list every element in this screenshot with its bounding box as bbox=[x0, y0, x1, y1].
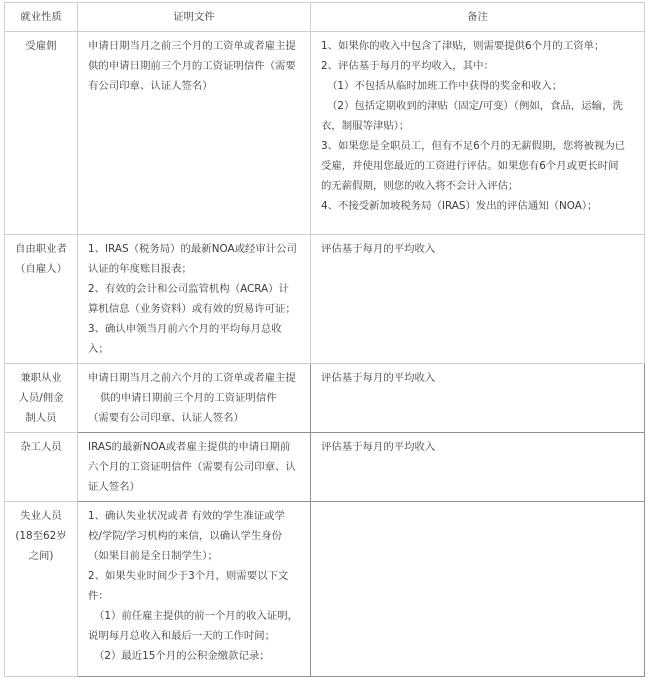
doc-line: 申请日期当月之前三个月的工资单或者雇主提 bbox=[88, 40, 296, 52]
doc-line: 件： bbox=[88, 590, 109, 602]
documents-cell bbox=[78, 433, 311, 502]
doc-line: IRAS的最新NOA或者雇主提供的申请日期前 bbox=[88, 441, 291, 453]
employment-type-cell bbox=[5, 433, 78, 502]
note-line: 3、如果您是全职员工，但有不足6个月的无薪假期，您将被视为已 bbox=[321, 140, 626, 152]
note-line: 的无薪假期，则您的收入将不会计入评估； bbox=[321, 180, 519, 192]
note-line: （2）包括定期收到的津贴（固定/可变）（例如，食品，运输，洗 bbox=[327, 100, 623, 112]
documents-cell bbox=[78, 235, 311, 364]
employment-type-cell bbox=[5, 235, 78, 364]
header-employment-type: 就业性质 bbox=[5, 3, 78, 32]
note-line: 评估基于每月的平均收入 bbox=[321, 243, 436, 255]
note-line: 评估基于每月的平均收入 bbox=[321, 441, 436, 453]
doc-line: 证人签名） bbox=[88, 481, 140, 493]
note-line: 4、不接受新加坡税务局（IRAS）发出的评估通知（NOA）； bbox=[321, 200, 598, 212]
table-row bbox=[5, 235, 645, 364]
table-row bbox=[5, 32, 645, 235]
doc-line: （如果目前是全日制学生）； bbox=[88, 550, 218, 562]
doc-line: 校/学院/学习机构的来信，以确认学生身份 bbox=[88, 530, 283, 542]
table-header-row bbox=[5, 3, 645, 32]
doc-line: 入； bbox=[88, 343, 109, 355]
doc-line: 有公司印章、认证人签名） bbox=[88, 80, 213, 92]
documents-cell bbox=[78, 364, 311, 433]
doc-line: 3、确认申领当月前六个月的平均每月总收 bbox=[88, 323, 282, 335]
doc-line: 说明每月总收入和最后一天的工作时间； bbox=[88, 630, 276, 642]
doc-line: 2、如果失业时间少于3个月，则需要以下文 bbox=[88, 570, 289, 582]
remarks-cell bbox=[311, 433, 645, 502]
doc-line: 2、有效的会计和公司监管机构（ACRA）计 bbox=[88, 283, 289, 295]
note-line: （1）不包括从临时加班工作中获得的奖金和收入； bbox=[327, 80, 563, 92]
type-line: 制人员 bbox=[25, 412, 57, 424]
remarks-cell bbox=[311, 502, 645, 677]
documents-cell bbox=[78, 32, 311, 235]
type-line: 之间) bbox=[28, 550, 54, 562]
note-line: 1、如果你的收入中包含了津贴，则需要提供6个月的工资单； bbox=[321, 40, 605, 52]
type-line: 杂工人员 bbox=[20, 441, 62, 453]
doc-line: 1、确认失业状况或者 有效的学生准证或学 bbox=[88, 510, 285, 522]
doc-line: 申请日期当月之前六个月的工资单或者雇主提 bbox=[88, 372, 296, 384]
employment-type-cell bbox=[5, 502, 78, 677]
type-line: (18至62岁 bbox=[15, 530, 67, 542]
table-row bbox=[5, 433, 645, 502]
employment-type-cell bbox=[5, 32, 78, 235]
type-line: 受雇佣 bbox=[25, 40, 57, 52]
remarks-cell bbox=[311, 364, 645, 433]
type-line: 兼职从业 bbox=[20, 372, 62, 384]
doc-line: 供的申请日期前三个月的工资证明信件 bbox=[100, 392, 277, 404]
type-line: （自雇人） bbox=[15, 263, 67, 275]
table-row bbox=[5, 364, 645, 433]
employment-documents-table bbox=[4, 2, 645, 677]
remarks-cell bbox=[311, 32, 645, 235]
table-row bbox=[5, 502, 645, 677]
employment-type-cell bbox=[5, 364, 78, 433]
doc-line: 算机信息（业务资料）或有效的贸易许可证； bbox=[88, 303, 296, 315]
doc-line: 1、IRAS（税务局）的最新NOA或经审计公司 bbox=[88, 243, 297, 255]
doc-line: （2）最近15个月的公积金缴款记录； bbox=[94, 650, 270, 662]
note-line: 受雇，并使用您最近的工资进行评估。如果您有6个月或更长时间 bbox=[321, 160, 619, 172]
note-line: 2、评估基于每月的平均收入，其中： bbox=[321, 60, 494, 72]
doc-line: （需要有公司印章、认证人签名） bbox=[88, 412, 244, 424]
doc-line: 认证的年度账目报表； bbox=[88, 263, 192, 275]
header-remarks: 备注 bbox=[311, 3, 645, 32]
doc-line: 供的申请日期前三个月的工资证明信件（需要 bbox=[88, 60, 296, 72]
doc-line: 六个月的工资证明信件（需要有公司印章、认 bbox=[88, 461, 296, 473]
type-line: 自由职业者 bbox=[15, 243, 67, 255]
header-supporting-documents: 证明文件 bbox=[78, 3, 311, 32]
note-line: 评估基于每月的平均收入 bbox=[321, 372, 436, 384]
note-line: 衣，制服等津贴）； bbox=[321, 120, 410, 132]
doc-line: （1）前任雇主提供的前一个月的收入证明， bbox=[94, 610, 299, 622]
documents-cell bbox=[78, 502, 311, 677]
remarks-cell bbox=[311, 235, 645, 364]
type-line: 失业人员 bbox=[20, 510, 62, 522]
type-line: 人员/佣金 bbox=[18, 392, 64, 404]
